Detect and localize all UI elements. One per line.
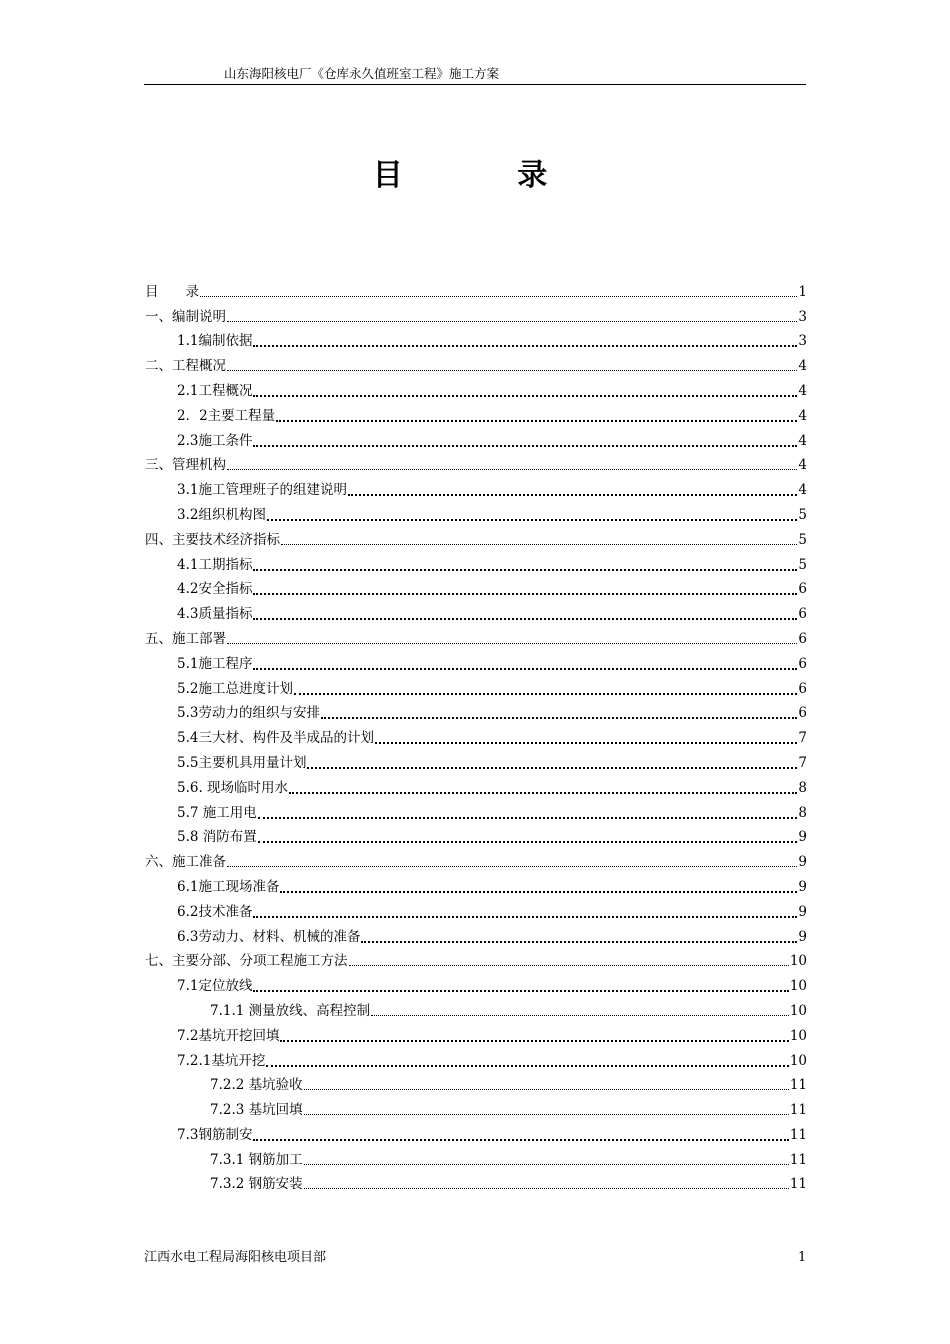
toc-dot-leader [294, 693, 797, 695]
toc-entry-label: 2.3施工条件 [177, 432, 253, 449]
toc-dot-leader [227, 370, 797, 371]
toc-dot-leader [304, 1188, 789, 1189]
toc-dot-leader [371, 1015, 789, 1016]
toc-entry[interactable] [145, 427, 807, 452]
toc-entry[interactable] [145, 1121, 807, 1146]
toc-dot-leader [253, 569, 797, 571]
toc-entry-label: 3.2组织机构图 [177, 506, 266, 523]
toc-entry-page: 1 [798, 283, 807, 300]
toc-entry-label: 7.1.1 测量放线、高程控制 [210, 1002, 371, 1019]
toc-entry[interactable] [145, 402, 807, 427]
toc-entry-label: 5.4三大材、构件及半成品的计划 [177, 730, 374, 747]
toc-entry-page: 10 [789, 953, 807, 970]
toc-entry-label: 5.6. 现场临时用水 [177, 779, 289, 796]
toc-entry-page: 6 [798, 606, 807, 623]
footer-page-number: 1 [798, 1250, 807, 1265]
toc-entry[interactable] [145, 452, 807, 477]
toc-entry-page: 4 [798, 382, 807, 399]
toc-entry-page: 9 [798, 854, 807, 871]
toc-entry[interactable] [145, 675, 807, 700]
toc-entry-page: 11 [789, 1102, 807, 1119]
toc-entry-label: 4.1工期指标 [177, 556, 253, 573]
toc-entry[interactable] [145, 749, 807, 774]
toc-entry-page: 3 [798, 333, 807, 350]
toc-entry-label: 三、管理机构 [145, 457, 226, 474]
toc-entry[interactable] [145, 997, 807, 1022]
toc-dot-leader [304, 1164, 789, 1165]
toc-dot-leader [307, 767, 797, 769]
toc-entry-page: 9 [798, 878, 807, 895]
toc-dot-leader [321, 717, 797, 719]
toc-entry[interactable] [145, 526, 807, 551]
toc-entry[interactable] [145, 873, 807, 898]
toc-entry-page: 7 [798, 730, 807, 747]
toc-entry[interactable] [145, 948, 807, 973]
toc-dot-leader [227, 321, 797, 322]
toc-dot-leader [375, 742, 797, 744]
toc-entry-page: 4 [798, 457, 807, 474]
toc-dot-leader [258, 817, 798, 819]
toc-entry-page: 11 [789, 1077, 807, 1094]
toc-entry-label: 7.2.2 基坑验收 [210, 1077, 303, 1094]
toc-entry-label: 7.3钢筋制安 [177, 1126, 253, 1143]
toc-dot-leader [304, 1114, 789, 1115]
toc-entry-label: 5.1施工程序 [177, 655, 253, 672]
toc-entry-page: 6 [798, 680, 807, 697]
toc-entry-label: 3.1施工管理班子的组建说明 [177, 482, 347, 499]
toc-entry-label: 6.3劳动力、材料、机械的准备 [177, 928, 361, 945]
toc-dot-leader [253, 916, 797, 918]
toc-entry-page: 6 [798, 655, 807, 672]
toc-entry-page: 10 [789, 978, 807, 995]
toc-entry-page: 4 [798, 407, 807, 424]
toc-entry-label: 7.2基坑开挖回填 [177, 1027, 280, 1044]
toc-entry-label: 目 录 [145, 283, 199, 300]
header-title: 山东海阳核电厂《仓库永久值班室工程》施工方案 [224, 66, 500, 81]
toc-entry[interactable] [145, 377, 807, 402]
toc-dot-leader [253, 445, 797, 447]
toc-entry-label: 7.2.3 基坑回填 [210, 1102, 303, 1119]
toc-entry-label: 五、施工部署 [145, 630, 226, 647]
toc-entry-page: 8 [798, 779, 807, 796]
toc-dot-leader [361, 941, 797, 943]
toc-dot-leader [267, 519, 797, 521]
toc-entry[interactable] [145, 824, 807, 849]
toc-entry[interactable] [145, 551, 807, 576]
toc-entry-page: 3 [798, 308, 807, 325]
toc-entry-page: 10 [789, 1002, 807, 1019]
toc-entry-label: 5.3劳动力的组织与安排 [177, 705, 320, 722]
toc-entry[interactable] [145, 476, 807, 501]
toc-entry-page: 7 [798, 754, 807, 771]
toc-dot-leader [280, 891, 797, 893]
toc-entry-page: 4 [798, 358, 807, 375]
page-header [144, 64, 806, 85]
toc-dot-leader [304, 1089, 789, 1090]
toc-dot-leader [227, 469, 797, 470]
toc-dot-leader [266, 1065, 788, 1067]
toc-entry[interactable] [145, 501, 807, 526]
toc-entry-page: 9 [798, 903, 807, 920]
toc-entry-label: 5.7 施工用电 [177, 804, 257, 821]
toc-entry-label: 6.2技术准备 [177, 903, 253, 920]
toc-entry-label: 1.1编制依据 [177, 333, 253, 350]
toc-entry[interactable] [145, 303, 807, 328]
toc-entry-page: 6 [798, 705, 807, 722]
toc-entry[interactable] [145, 1047, 807, 1072]
toc-entry[interactable] [145, 352, 807, 377]
toc-entry-page: 6 [798, 630, 807, 647]
toc-entry[interactable] [145, 848, 807, 873]
toc-entry-page: 4 [798, 432, 807, 449]
toc-entry[interactable] [145, 923, 807, 948]
toc-entry-label: 四、主要技术经济指标 [145, 531, 280, 548]
toc-dot-leader [253, 668, 797, 670]
toc-entry[interactable] [145, 700, 807, 725]
toc-entry-label: 5.2施工总进度计划 [177, 680, 293, 697]
toc-dot-leader [276, 420, 797, 422]
toc-entry[interactable] [145, 328, 807, 353]
toc-entry-page: 6 [798, 581, 807, 598]
toc-entry[interactable] [145, 898, 807, 923]
toc-dot-leader [253, 345, 797, 347]
toc-entry[interactable] [145, 650, 807, 675]
toc-entry-label: 一、编制说明 [145, 308, 226, 325]
toc-entry-page: 11 [789, 1176, 807, 1193]
toc-entry-page: 9 [798, 928, 807, 945]
toc-entry-page: 10 [789, 1027, 807, 1044]
toc-entry-label: 5.5主要机具用量计划 [177, 754, 307, 771]
footer-organization: 江西水电工程局海阳核电项目部 [144, 1250, 327, 1265]
toc-entry-page: 5 [798, 531, 807, 548]
toc-dot-leader [348, 494, 797, 496]
toc-entry[interactable] [145, 724, 807, 749]
toc-dot-leader [200, 296, 797, 297]
toc-dot-leader [253, 618, 797, 620]
toc-entry[interactable] [145, 576, 807, 601]
toc-entry-page: 11 [789, 1151, 807, 1168]
toc-entry-page: 4 [798, 482, 807, 499]
toc-dot-leader [253, 990, 788, 992]
toc-entry-label: 2．2主要工程量 [177, 407, 276, 424]
toc-entry-page: 5 [798, 556, 807, 573]
toc-entry-label: 5.8 消防布置 [177, 829, 257, 846]
toc-entry[interactable] [145, 1096, 807, 1121]
toc-entry-page: 8 [798, 804, 807, 821]
toc-dot-leader [258, 841, 798, 843]
page-title: 目 录 [372, 158, 600, 193]
toc-entry-label: 六、施工准备 [145, 854, 226, 871]
toc-entry-label: 4.3质量指标 [177, 606, 253, 623]
toc-entry-page: 9 [798, 829, 807, 846]
toc-dot-leader [253, 1139, 788, 1141]
toc-entry[interactable] [145, 799, 807, 824]
toc-dot-leader [227, 866, 797, 867]
toc-entry[interactable] [145, 278, 807, 303]
toc-entry-page: 10 [789, 1052, 807, 1069]
toc-entry[interactable] [145, 1171, 807, 1196]
toc-entry-label: 二、工程概况 [145, 358, 226, 375]
toc-entry[interactable] [145, 774, 807, 799]
toc-entry-page: 5 [798, 506, 807, 523]
toc-dot-leader [253, 395, 797, 397]
toc-dot-leader [281, 544, 797, 545]
toc-entry-label: 7.3.1 钢筋加工 [210, 1151, 303, 1168]
toc-dot-leader [280, 1040, 788, 1042]
toc-entry-label: 2.1工程概况 [177, 382, 253, 399]
toc-entry[interactable] [145, 1022, 807, 1047]
toc-entry[interactable] [145, 1072, 807, 1097]
toc-entry-label: 7.1定位放线 [177, 978, 253, 995]
toc-entry-label: 4.2安全指标 [177, 581, 253, 598]
toc-dot-leader [349, 965, 789, 966]
toc-entry[interactable] [145, 625, 807, 650]
toc-dot-leader [227, 643, 797, 644]
toc-entry-label: 7.3.2 钢筋安装 [210, 1176, 303, 1193]
toc-entry-label: 7.2.1基坑开挖 [177, 1052, 266, 1069]
table-of-contents [145, 278, 807, 1195]
toc-entry[interactable] [145, 972, 807, 997]
toc-dot-leader [253, 593, 797, 595]
toc-entry-page: 11 [789, 1126, 807, 1143]
toc-entry[interactable] [145, 1146, 807, 1171]
toc-dot-leader [289, 792, 797, 794]
toc-entry-label: 6.1施工现场准备 [177, 878, 280, 895]
toc-entry-label: 七、主要分部、分项工程施工方法 [145, 953, 348, 970]
toc-entry[interactable] [145, 600, 807, 625]
